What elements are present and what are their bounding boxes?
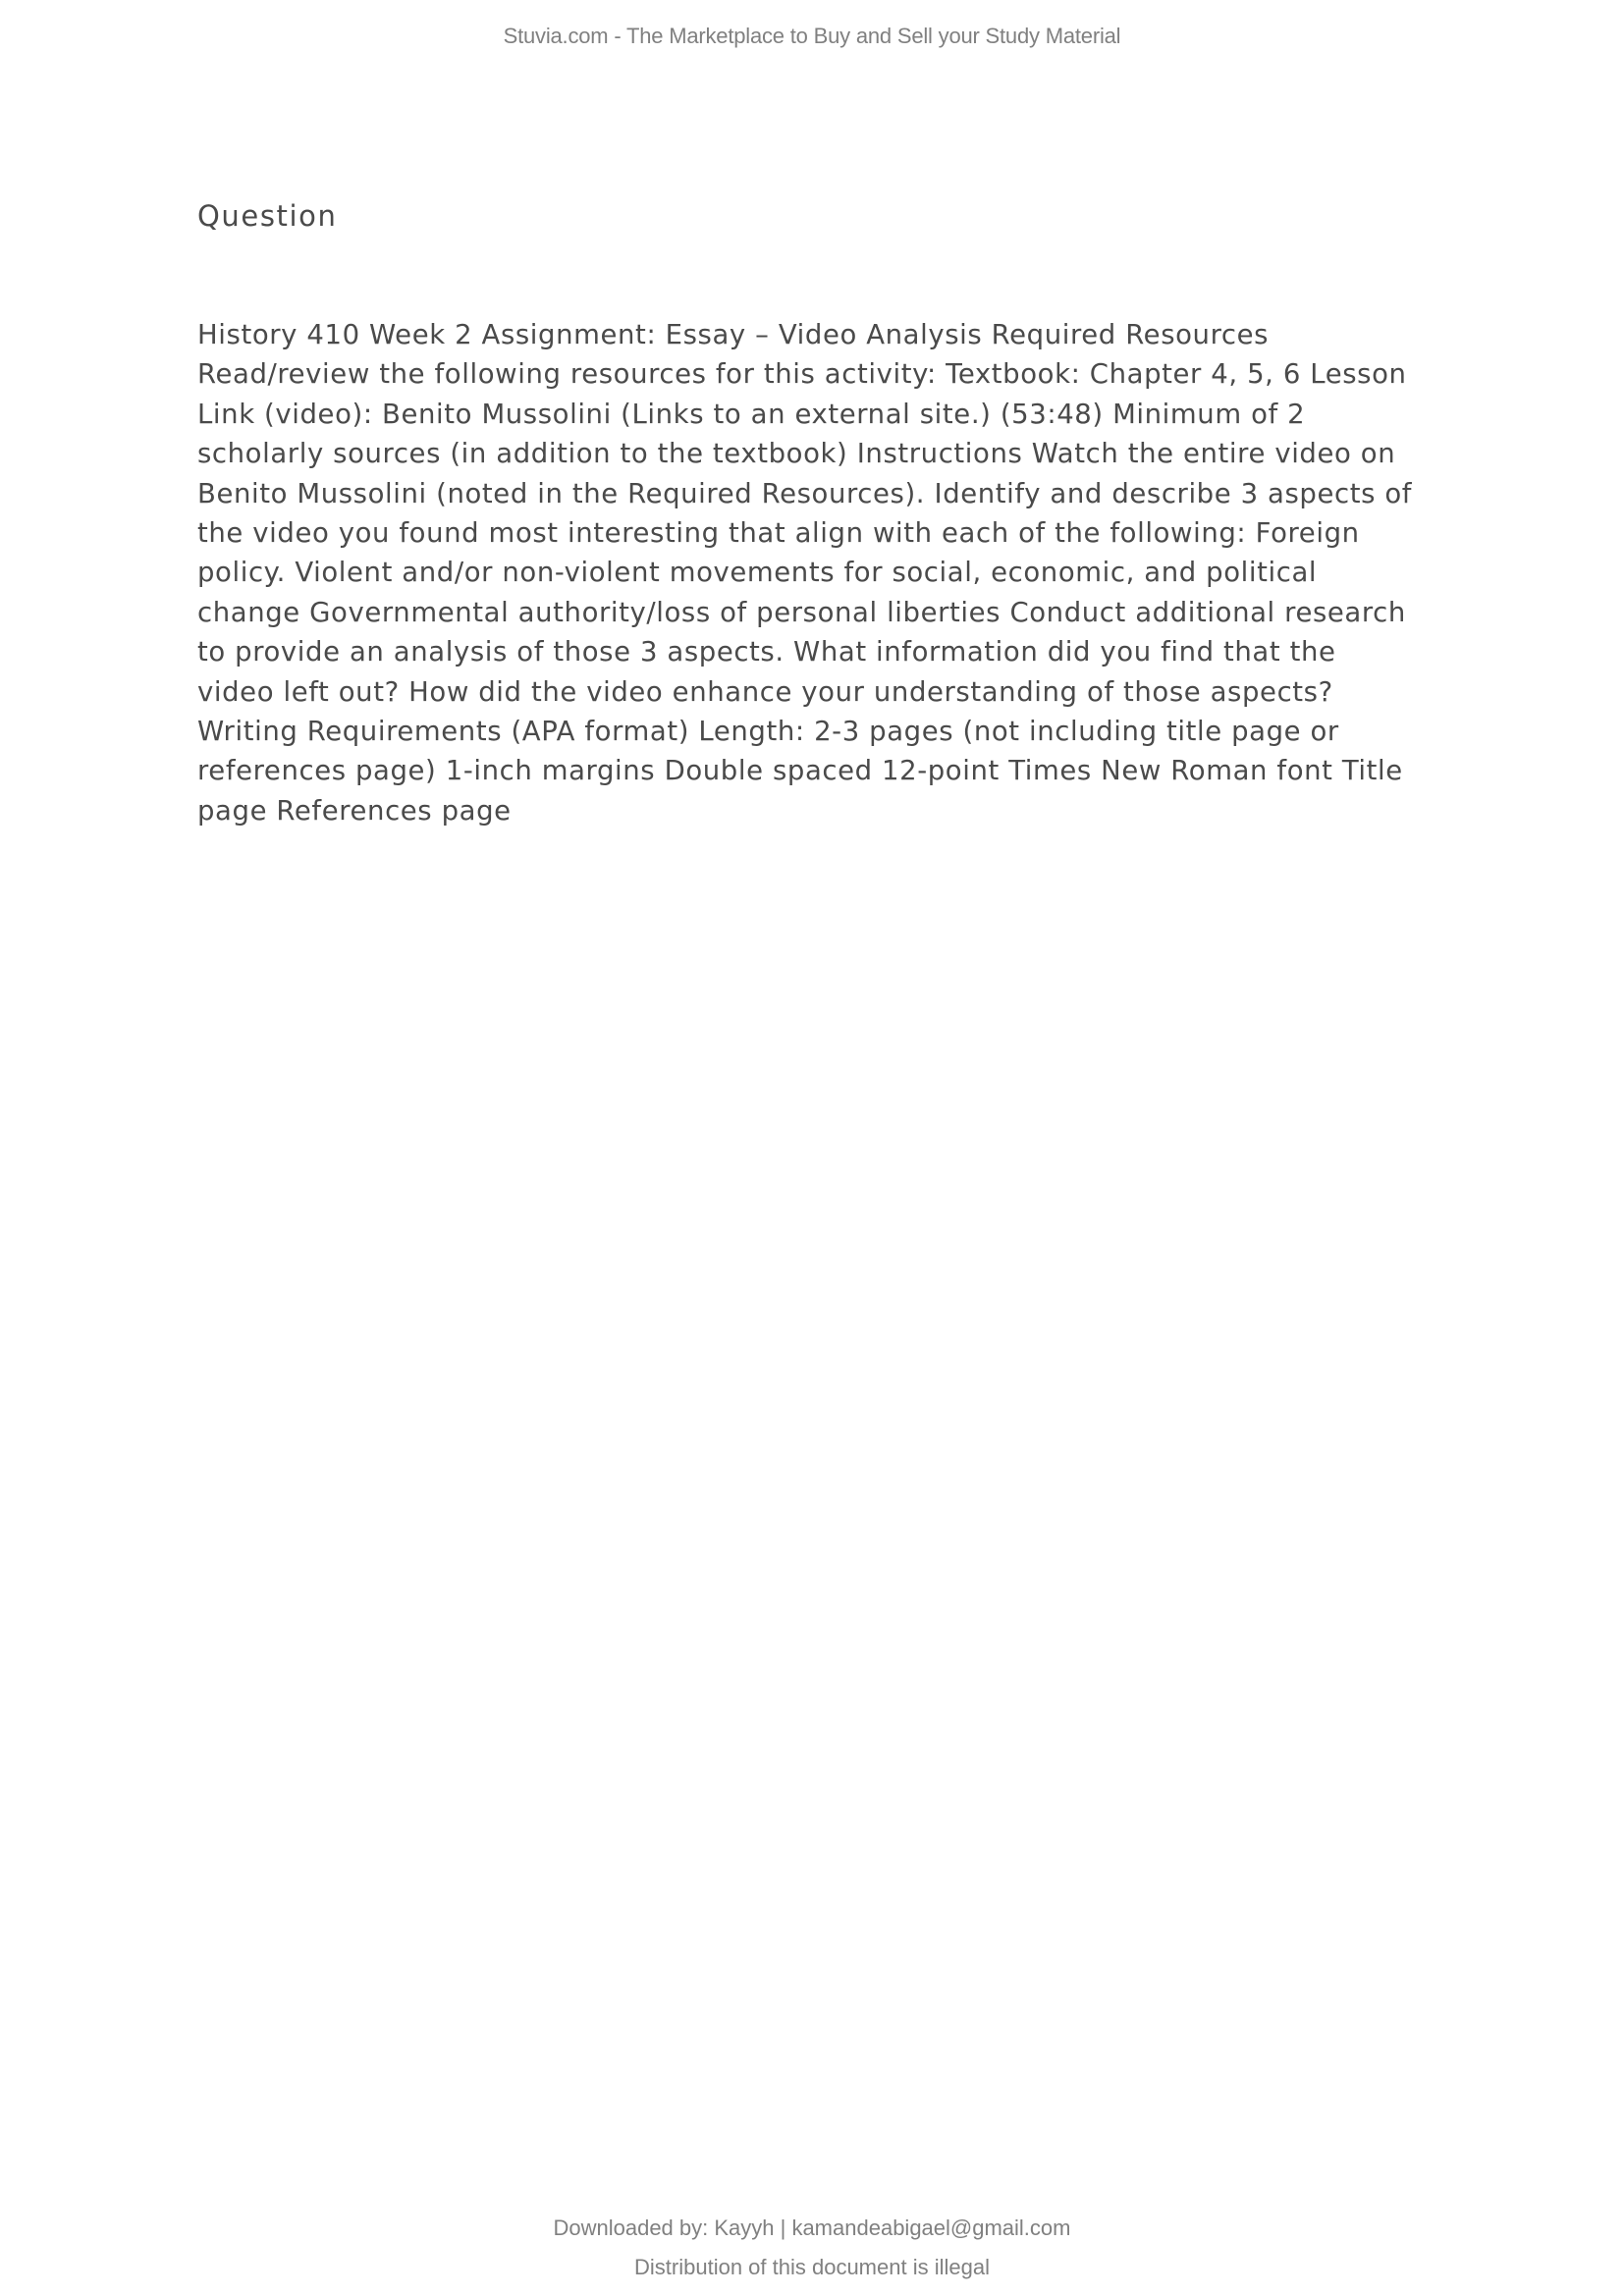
question-heading: Question — [197, 199, 338, 233]
body-line: the video you found most interesting that align with each of the following: Foreign — [197, 517, 1360, 550]
body-line: Writing Requirements (APA format) Length: 2-3 pages (not including title page or — [197, 716, 1339, 748]
stuvia-watermark-header: Stuvia.com - The Marketplace to Buy and Sell your Study Material — [503, 24, 1121, 48]
downloaded-by-footer: Downloaded by: Kayyh | kamandeabigael@gmail.com — [553, 2216, 1071, 2240]
body-line: scholarly sources (in addition to the textbook) Instructions Watch the entire video on — [197, 438, 1396, 470]
body-line: Link (video): Benito Mussolini (Links to an external site.) (53:48) Minimum of 2 — [197, 398, 1306, 430]
body-line: Benito Mussolini (noted in the Required Resources). Identify and describe 3 aspects of — [197, 477, 1413, 509]
body-line: page References page — [197, 794, 512, 827]
body-line: references page) 1-inch margins Double spaced 12-point Times New Roman font Title — [197, 755, 1403, 787]
body-line: change Governmental authority/loss of personal liberties Conduct additional research — [197, 596, 1406, 628]
document-content — [197, 192, 1444, 830]
body-line: History 410 Week 2 Assignment: Essay – Video Analysis Required Resources — [197, 319, 1270, 350]
body-line: policy. Violent and/or non-violent movements for social, economic, and political — [197, 557, 1318, 589]
question-body — [197, 315, 1444, 830]
body-line: video left out? How did the video enhance your understanding of those aspects? — [197, 675, 1333, 708]
body-line: to provide an analysis of those 3 aspects. What information did you find that the — [197, 636, 1336, 668]
distribution-notice-footer: Distribution of this document is illegal — [634, 2255, 990, 2279]
body-line: Read/review the following resources for this activity: Textbook: Chapter 4, 5, 6 Lesson — [197, 358, 1407, 391]
